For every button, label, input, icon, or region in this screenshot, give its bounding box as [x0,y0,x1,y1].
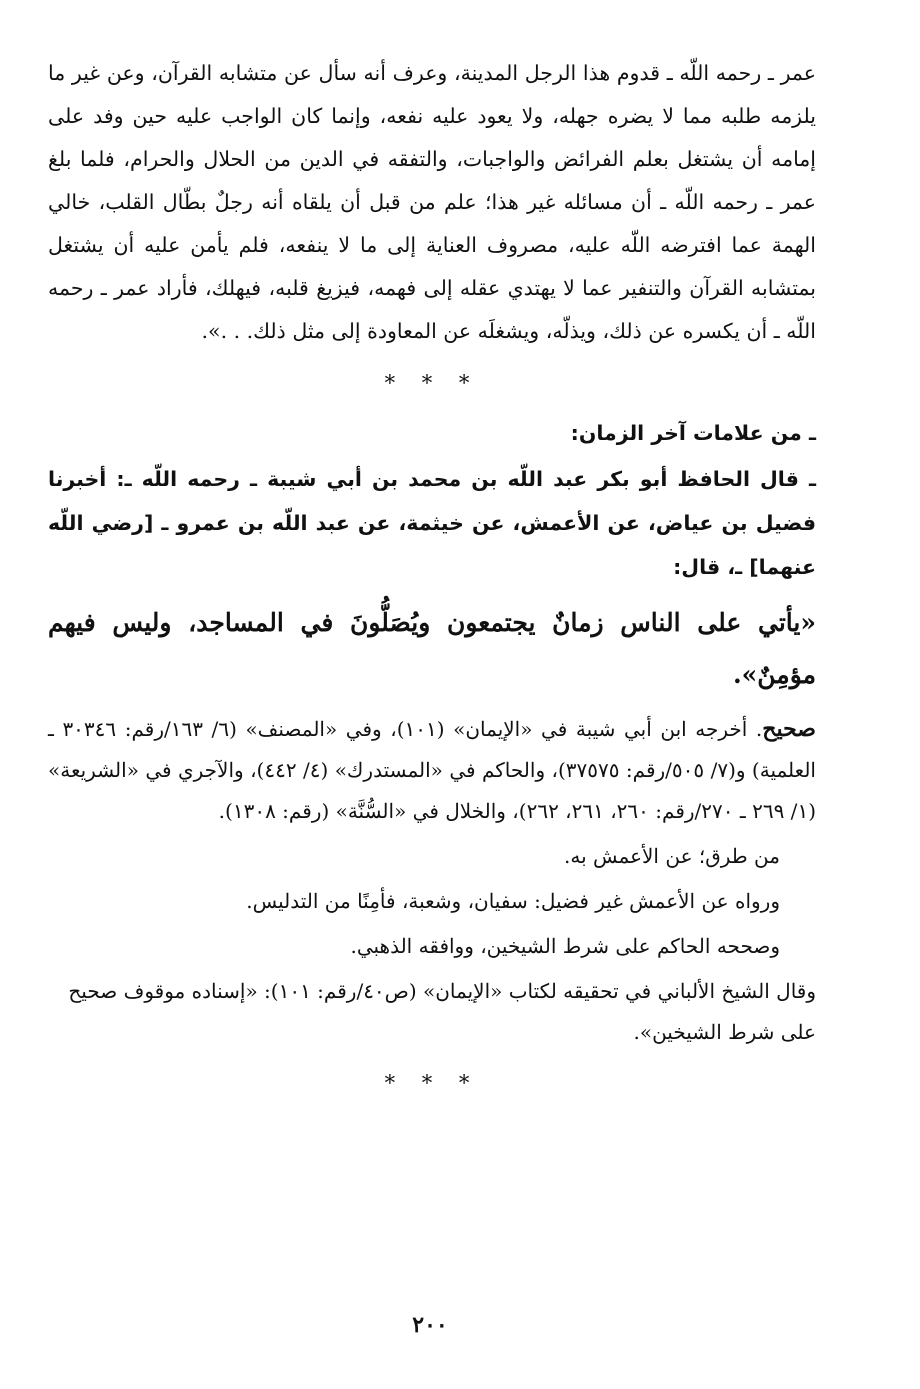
takhrij-paragraph [48,709,816,832]
note-albani: وقال الشيخ الألباني في تحقيقه لكتاب «الإيمان» (ص٤٠/رقم: ١٠١): «إسناده موقوف صحيح على شرط الشيخين». [68,979,816,1044]
page-number: ٢٠٠ [412,1312,448,1338]
opening-paragraph: عمر ـ رحمه اللّه ـ قدوم هذا الرجل المدينة، وعرف أنه سأل عن متشابه القرآن، وعن غير ما يلزمه طلبه مما لا يضره جهله، ولا يعود عليه نفعه، وإنما كان الواجب عليه حين وفد على إمامه أن يشتغل بعلم الفرائض والواجبات، والتفقه في الدين من الحلال والحرام، فلما بلغ عمر ـ رحمه اللّه ـ أن مسائله غير هذا؛ علم من قبل أن يلقاه أنه رجلٌ بطّال القلب، خالي الهمة عما افترضه اللّه عليه، مصروف العناية إلى ما لا ينفعه، فلم يأمن عليه أن يشتغل بمتشابه القرآن والتنفير عما لا يهتدي عقله إلى فهمه، فيزيغ قلبه، فيهلك، فأراد عمر ـ رحمه اللّه ـ أن يكسره عن ذلك، ويذلّه، ويشغلَه عن المعاودة إلى مثل ذلك. . .». [48,61,816,343]
note-other-narrators: ورواه عن الأعمش غير فضيل: سفيان، وشعبة، فأمِنًا من التدليس. [246,889,780,913]
takhrij-text: . أخرجه ابن أبي شيبة في «الإيمان» (١٠١)، وفي «المصنف» (٦/ ١٦٣/رقم: ٣٠٣٤٦ ـ العلمية) و(٧/ ٥٠٥/رقم: ٣٧٥٧٥)، والحاكم في «المستدرك» (٤/ ٤٤٢)، والآجري في «الشريعة» (١/ ٢٦٩ ـ ٢٧٠/رقم: ٢٦٠، ٢٦١، ٢٦٢)، والخلال في «السُّنَّة» (رقم: ١٣٠٨). [48,717,816,823]
hadith-text: «يأتي على الناس زمانٌ يجتمعون ويُصَلُّونَ في المساجد، وليس فيهم مؤمِنٌ». [48,608,816,689]
isnad-paragraph: ـ قال الحافظ أبو بكر عبد اللّه بن محمد بن أبي شيبة ـ رحمه اللّه ـ: أخبرنا فضيل بن عياض، عن الأعمش، عن خيثمة، عن عبد اللّه بن عمرو ـ [رضي اللّه عنهما] ـ، قال: [48,467,816,579]
page-content [48,52,816,1113]
separator-stars-bottom: * * * [384,1071,480,1095]
takhrij-grade: صحيح [762,716,816,742]
note-hakim-grading: وصححه الحاكم على شرط الشيخين، ووافقه الذهبي. [350,934,780,958]
separator-stars: * * * [384,371,480,395]
note-paths: من طرق؛ عن الأعمش به. [564,844,780,868]
section-heading: ـ من علامات آخر الزمان: [570,421,816,445]
